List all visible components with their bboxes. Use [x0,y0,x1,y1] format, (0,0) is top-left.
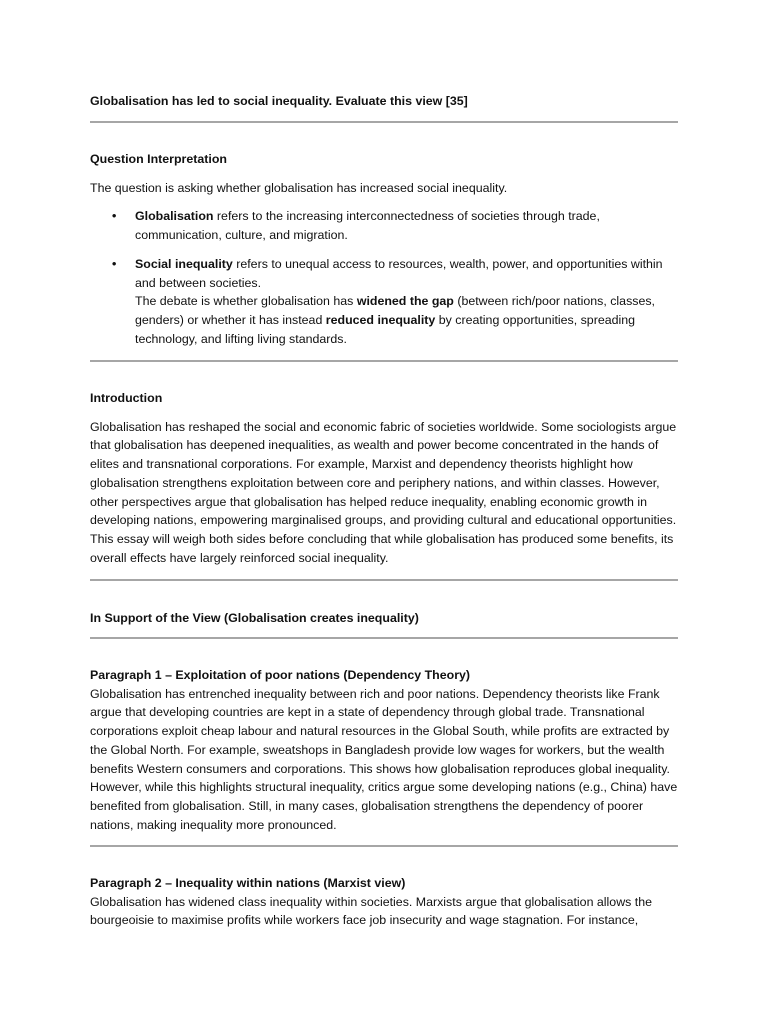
term: Globalisation [135,209,214,224]
section-heading: Question Interpretation [90,152,227,166]
divider-line [90,637,678,639]
divider-line [90,579,678,581]
paragraph: The question is asking whether globalisation has increased social inequality. [90,180,508,195]
emphasis: widened the gap [356,294,454,309]
paragraph: Globalisation has widened class inequality within societies. Marxists argue that globalisation allows the bourgeoisie to maximise profits while workers face job insecurity and wage stagnation. For instance, [90,894,653,928]
list-item [90,255,678,349]
section-heading: Introduction [90,391,163,405]
section-heading: Paragraph 2 – Inequality within nations (Marxist view) [90,876,406,890]
definition: refers to the increasing interconnectedness of societies through trade, communication, culture, and migration. [135,209,600,243]
section-question-interpretation [90,150,678,348]
divider-line [90,360,678,362]
list-item [90,207,678,244]
emphasis: reduced inequality [325,312,436,327]
divider-line [90,845,678,847]
divider-line [90,121,678,123]
paragraph: Globalisation has reshaped the social and economic fabric of societies worldwide. Some sociologists argue that globalisation has deepened inequalities, as wealth and power become concentrated in the hands of elites and transnational corporations. For example, Marxist and dependency theorists highlight how globalisation strengthens exploitation between core and periphery nations, and within classes. However, other perspectives argue that globalisation has helped reduce inequality, enabling economic growth in developing nations, empowering marginalised groups, and providing cultural and educational opportunities. This essay will weigh both sides before concluding that while globalisation has produced some benefits, its overall effects have largely reinforced social inequality. [90,419,677,565]
divider [90,845,678,847]
paragraph: Globalisation has entrenched inequality between rich and poor nations. Dependency theorists like Frank argue that developing countries are kept in a state of dependency through global trade. Transnational corporations exploit cheap labour and natural resources in the Global South, while profits are extracted by the Global North. For example, sweatshops in Bangladesh provide low wages for workers, but the wealth benefits Western consumers and corporations. This shows how globalisation reproduces global inequality. However, while this highlights structural inequality, critics argue some developing nations (e.g., China) have benefited from globalisation. Still, in many cases, globalisation strengthens the dependency of poorer nations, making inequality more pronounced. [90,686,678,832]
divider [90,360,678,362]
section-support [90,609,678,628]
debate-text: (between rich/poor nations, classes, genders) or whether it has instead [135,294,655,327]
divider [90,637,678,639]
definition: refers to unequal access to resources, wealth, power, and opportunities within and between societies. [135,256,663,290]
divider [90,121,678,123]
section-heading: In Support of the View (Globalisation creates inequality) [90,611,419,625]
section-paragraph-2 [90,874,678,930]
debate-text: by creating opportunities, spreading technology, and lifting living standards. [135,312,636,346]
debate-text: The debate is whether globalisation has [135,294,357,309]
section-heading: Paragraph 1 – Exploitation of poor nations (Dependency Theory) [90,668,471,682]
essay-title [90,92,678,111]
term: Social inequality [135,256,233,271]
section-paragraph-1 [90,666,678,834]
divider [90,579,678,581]
definition-list [90,207,678,348]
title-text: Globalisation has led to social inequality. Evaluate this view [35] [90,94,468,108]
section-introduction [90,389,678,567]
